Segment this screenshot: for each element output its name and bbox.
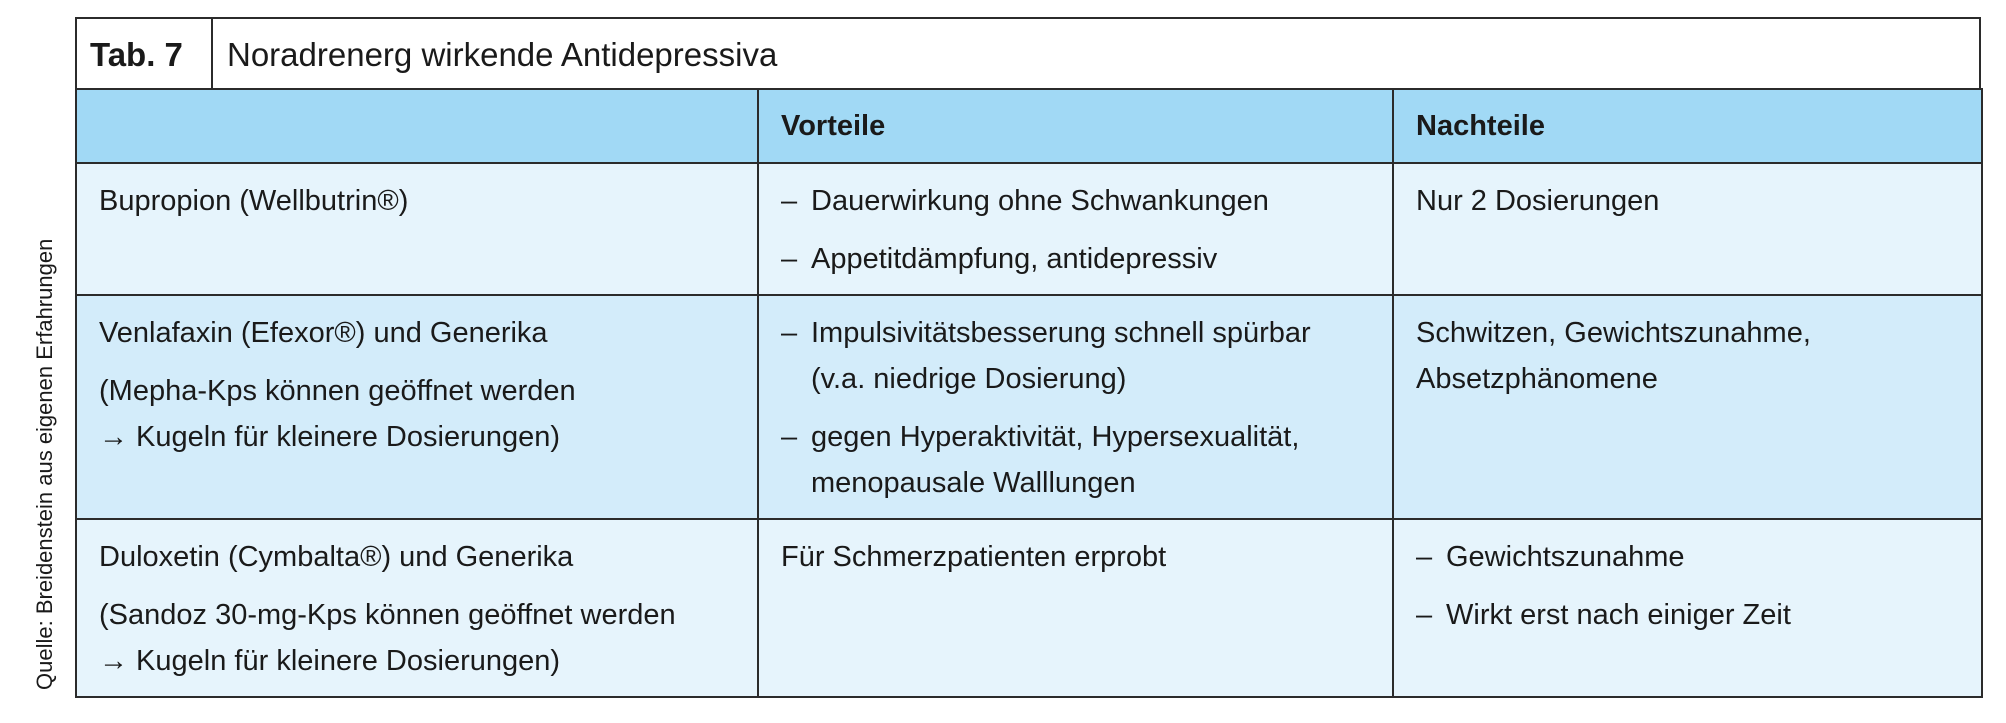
disadvantages-cell xyxy=(1393,163,1982,295)
advantage-item: – gegen Hyperaktivität, Hypersexualität, menopausale Walllungen xyxy=(781,421,1300,499)
drug-note: (Mepha-Kps können geöffnet werden → Kugeln für kleinere Dosierungen) xyxy=(99,375,576,453)
advantages-cell xyxy=(758,163,1393,295)
advantage-item: – Impulsivitätsbesserung schnell spürbar (v.a. niedrige Dosierung) xyxy=(781,317,1311,395)
table-row xyxy=(76,163,1982,295)
advantages-cell xyxy=(758,295,1393,519)
table-number-label: Tab. 7 xyxy=(77,19,213,88)
drug-cell xyxy=(76,163,758,295)
advantage-item: – Dauerwirkung ohne Schwankungen xyxy=(781,185,1269,217)
drug-cell xyxy=(76,519,758,697)
table-title-row xyxy=(75,17,1981,88)
disadvantages-cell xyxy=(1393,519,1982,697)
advantage-item: – Appetitdämpfung, antidepressiv xyxy=(781,243,1218,275)
drug-name: Bupropion (Wellbutrin®) xyxy=(99,185,409,217)
antidepressant-table xyxy=(75,88,1983,698)
disadvantage-text: Nur 2 Dosierungen xyxy=(1416,185,1660,217)
advantage-text: Für Schmerzpatienten erprobt xyxy=(781,541,1167,573)
header-disadvantages: Nachteile xyxy=(1393,89,1982,163)
disadvantage-text: Schwitzen, Gewichtszunahme, Absetzphänomene xyxy=(1416,317,1811,395)
table-header-row xyxy=(76,89,1982,163)
disadvantages-cell xyxy=(1393,295,1982,519)
drug-name: Duloxetin (Cymbalta®) und Generika xyxy=(99,541,574,573)
table-title: Noradrenerg wirkende Antidepressiva xyxy=(227,36,778,73)
data-table xyxy=(75,17,1981,698)
source-note: Quelle: Breidenstein aus eigenen Erfahrungen xyxy=(32,238,57,690)
drug-cell xyxy=(76,295,758,519)
header-advantages: Vorteile xyxy=(758,89,1393,163)
header-drug xyxy=(76,89,758,163)
table-row xyxy=(76,519,1982,697)
table-row xyxy=(76,295,1982,519)
disadvantage-item: – Gewichtszunahme xyxy=(1416,541,1685,573)
drug-note: (Sandoz 30-mg-Kps können geöffnet werden → Kugeln für kleinere Dosierungen) xyxy=(99,599,676,677)
disadvantage-item: – Wirkt erst nach einiger Zeit xyxy=(1416,599,1791,631)
advantages-cell xyxy=(758,519,1393,697)
drug-name: Venlafaxin (Efexor®) und Generika xyxy=(99,317,548,349)
